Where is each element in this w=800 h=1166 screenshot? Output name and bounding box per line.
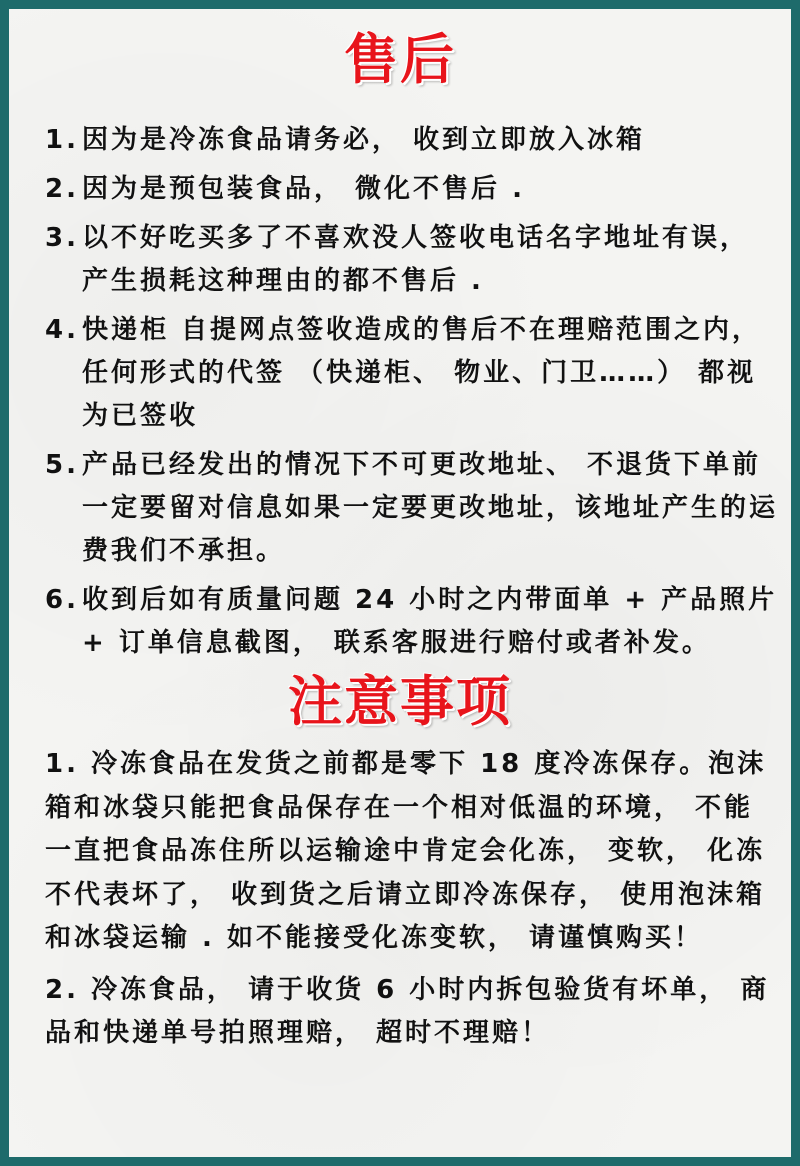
notes-list (9, 743, 791, 1056)
notes-title: 注意事项 (288, 670, 512, 733)
item-number: 6. (45, 585, 79, 615)
item-text: 产品已经发出的情况下不可更改地址、 不退货下单前一定要留对信息如果一定要更改地址，该地址产生的运费我们不承担。 (82, 450, 779, 566)
after-sales-item-2 (45, 168, 791, 211)
after-sales-item-5 (45, 444, 791, 573)
notes-item-2: 2. 冷冻食品， 请于收货 6 小时内拆包验货有坏单， 商品和快递单号拍照理赔， 超时不理赔！ (45, 974, 770, 1048)
item-text: 以不好吃买多了不喜欢没人签收电话名字地址有误， 产生损耗这种理由的都不售后 . (82, 223, 750, 296)
after-sales-item-4 (45, 309, 791, 438)
after-sales-item-3 (45, 217, 791, 303)
item-text: 因为是冷冻食品请务必， 收到立即放入冰箱 (82, 125, 646, 155)
item-text: 收到后如有质量问题 24 小时之内带面单 + 产品照片 + 订单信息截图， 联系客服进行赔付或者补发。 (82, 585, 778, 658)
item-number: 2. (45, 174, 79, 204)
item-number: 3. (45, 223, 79, 253)
after-sales-item-6 (45, 579, 791, 665)
item-text: 因为是预包装食品， 微化不售后 . (82, 174, 525, 204)
item-number: 5. (45, 450, 79, 480)
after-sales-title: 售后 (344, 28, 456, 91)
item-number: 4. (45, 315, 79, 345)
item-number: 1. (45, 125, 79, 155)
item-text: 快递柜 自提网点签收造成的售后不在理赔范围之内， 任何形式的代签 （快递柜、 物业、门卫……） 都视为已签收 (82, 315, 762, 431)
after-sales-list (9, 119, 791, 665)
after-sales-item-1 (45, 119, 791, 162)
notice-card (9, 9, 791, 1157)
notes-item-1: 1. 冷冻食品在发货之前都是零下 18 度冷冻保存。泡沫箱和冰袋只能把食品保存在一个相对低温的环境， 不能一直把食品冻住所以运输途中肯定会化冻， 变软， 化冻不代表坏了， 收到货之后请立即冷冻保存， 使用泡沫箱和冰袋运输 . 如不能接受化冻变软， 请谨慎购买！ (45, 749, 767, 953)
